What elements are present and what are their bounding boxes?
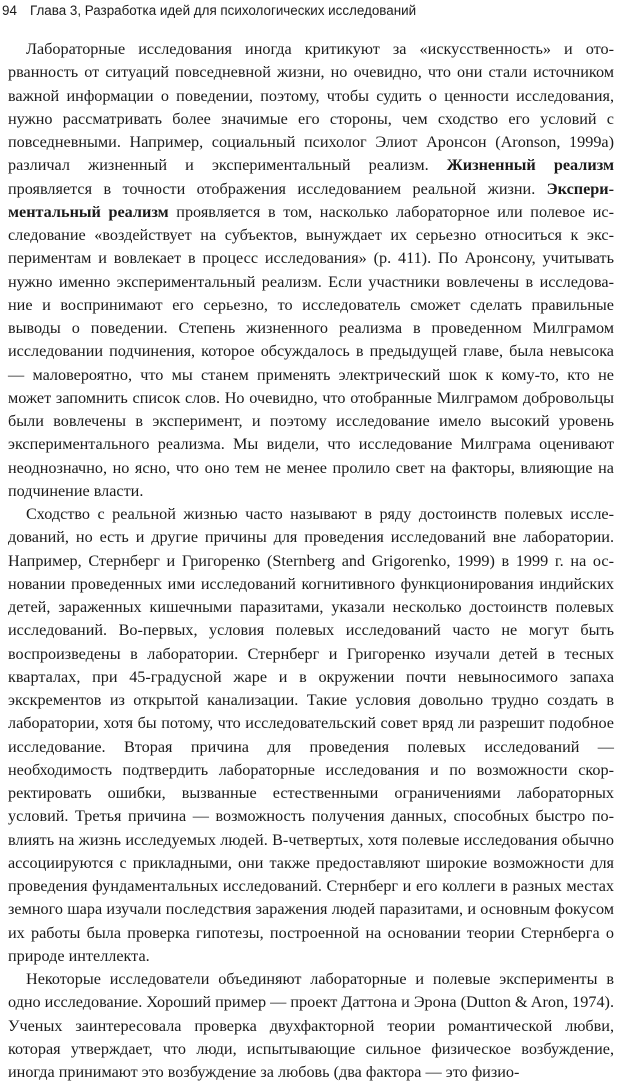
paragraph-1 [8,38,614,503]
chapter-title: Глава 3, Разработка идей для психологических исследований [30,3,417,18]
paragraph-1-part-a: Лабораторные исследования иногда критикуют за «искусственность» и оторванность от ситуаций повседневной жизни, но очевидно, что они стали источником важной информации о поведении, поэтому, чтобы судить о ценности исследования, нужно рассматривать более значимые его стороны, чем сходство его условий с повседневными. Например, социальный психолог Элиот Аронсон (Aronson, 1999a) различал жизненный и экспериментальный реализм. [8,40,614,175]
term-experimental-realism: Экспериментальный реализм [8,179,614,221]
paragraph-3: Некоторые исследователи объединяют лабораторные и полевые эксперименты в одно исследование. Хороший пример — проект Даттона и Эрона (Dutton & Aron, 1974). Ученых заинтересовала проверка двухфакторной теории романтической любви, которая утверждает, что люди, испытывающие сильное физическое возбуждение, иногда принимают это возбуждение за любовь (два фактора — это физио- [8,970,614,1081]
running-head [0,2,416,20]
term-life-realism: Жизненный реализм [446,156,614,175]
paragraph-1-part-b: проявляется в точности отображения исследованием реальной жизни. [8,179,547,198]
page-number: 94 [2,3,17,18]
paragraph-1-part-c: проявляется в том, насколько лабораторное или полевое исследование «воздействует на субъектов, вынуждает их серьезно относиться к экспериментам и вовлекает в процесс исследования» (р. 411). По Аронсону, учитывать нужно именно экспериментальный реализм. Если участники вовлечены в исследование и воспринимают его серьезно, то исследователь сможет сделать правильные выводы о поведении. Степень жизненного реализма в проведенном Милграмом исследовании подчинения, которое обсуждалось в предыдущей главе, была невысока — маловероятно, что мы станем применять электрический шок к кому-то, кто не может запомнить список слов. Но очевидно, что отобранные Милграмом добровольцы были вовлечены в эксперимент, и поэтому исследование имело высокий уровень экспериментального реализма. Мы видели, что исследование Милграма оценивают неоднозначно, но ясно, что оно тем не менее пролило свет на факторы, влияющие на подчинение власти. [8,202,614,500]
paragraph-2: Сходство с реальной жизнью часто называют в ряду достоинств полевых исследований, но есть и другие причины для проведения исследований вне лаборатории. Например, Стернберг и Григоренко (Sternberg and Grigorenko, 1999) в 1999 г. на основании проведенных ими исследований когнитивного функционирования индийских детей, зараженных кишечными паразитами, указали несколько достоинств полевых исследований. Во-первых, условия полевых исследований часто не могут быть воспроизведены в лаборатории. Стернберг и Григоренко изучали детей в тесных кварталах, при 45-градусной жаре и в окружении почти невыносимого запаха экскрементов из открытой канализации. Такие условия довольно трудно создать в лаборатории, хотя бы потому, что исследовательский совет вряд ли разрешит подобное исследование. Вторая причина для проведения полевых исследований — необходимость подтвердить лабораторные исследования и по возможности скорректировать ошибки, вызванные естественными ограничениями лабораторных условий. Третья причина — возможность получения данных, способных быстро повлиять на жизнь исследуемых людей. В-четвертых, хотя полевые исследования обычно ассоциируются с прикладными, они также предоставляют широкие возможности для проведения фундаментальных исследований. Стернберг и его коллеги в разных местах земного шара изучали последствия заражения людей паразитами, и основным фокусом их работы была проверка гипотезы, построенной на основании теории Стернберга о природе интеллекта. [8,505,614,965]
body-text [8,38,614,1084]
